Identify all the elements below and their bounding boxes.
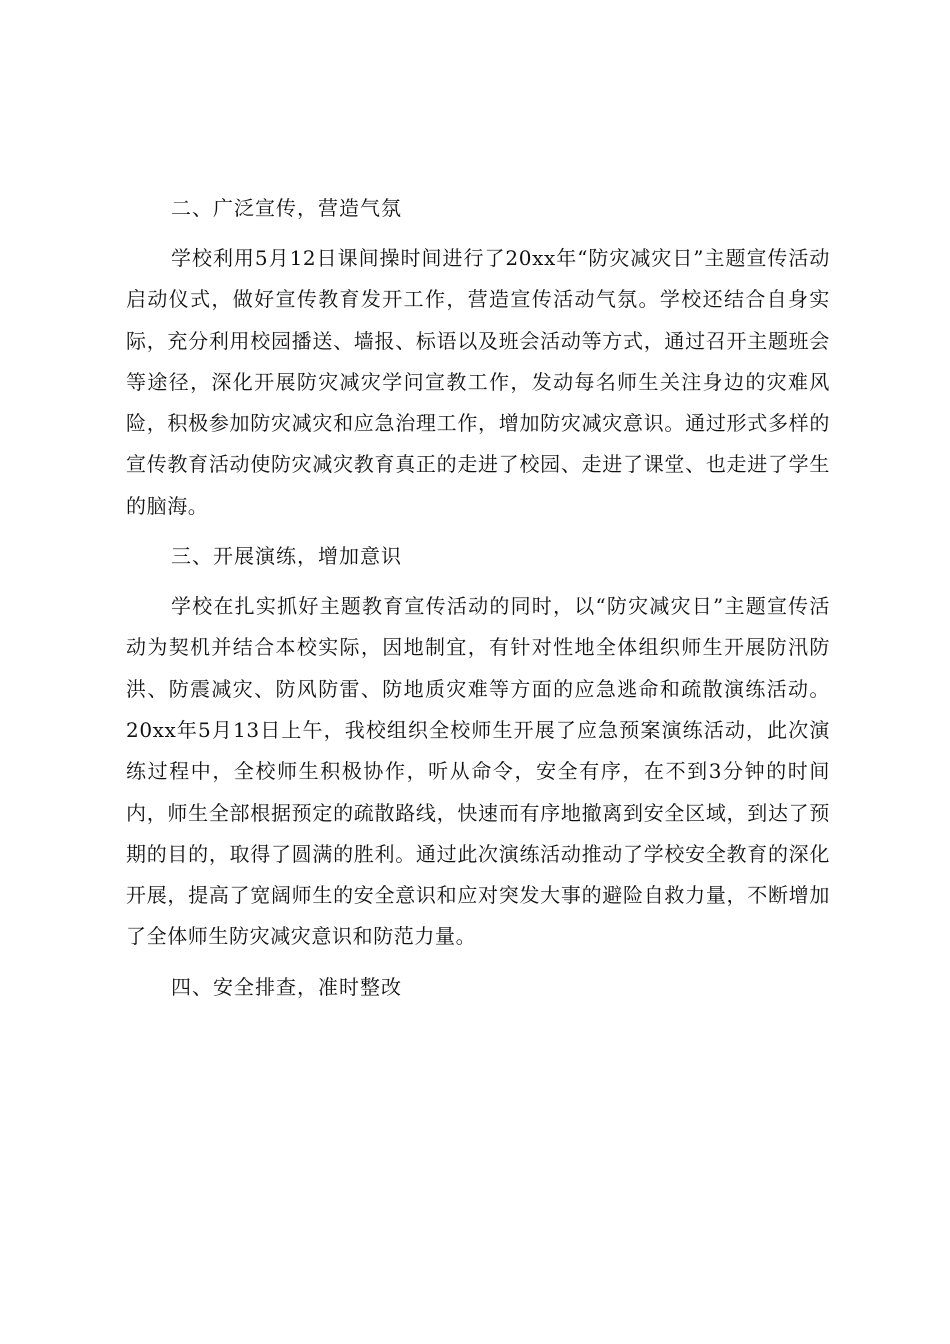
section-paragraph-3: 学校在扎实抓好主题教育宣传活动的同时，以“防灾减灾日”主题宣传活动为契机并结合本校实际，因地制宜，有针对性地全体组织师生开展防汛防洪、防震减灾、防风防雷、防地质灾难等方面的应急逃命和疏散演练活动。20xx年5月13日上午，我校组织全校师生开展了应急预案演练活动，此次演练过程中，全校师生积极协作，听从命令，安全有序，在不到3分钟的时间内，师生全部根据预定的疏散路线，快速而有序地撤离到安全区域，到达了预期的目的，取得了圆满的胜利。通过此次演练活动推动了学校安全教育的深化开展，提高了宽阔师生的安全意识和应对突发大事的避险自救力量，不断增加了全体师生防灾减灾意识和防范力量。 — [126, 594, 830, 949]
section-paragraph-2: 学校利用5月12日课间操时间进行了20xx年“防灾减灾日”主题宣传活动启动仪式，做好宣传教育发开工作，营造宣传活动气氛。学校还结合自身实际，充分利用校园播送、墙报、标语以及班会活动等方式，通过召开主题班会等途径，深化开展防灾减灾学问宣教工作，发动每名师生关注身边的灾难风险，积极参加防灾减灾和应急治理工作，增加防灾减灾意识。通过形式多样的宣传教育活动使防灾减灾教育真正的走进了校园、走进了课堂、也走进了学生的脑海。 — [126, 246, 830, 518]
section-heading-2: 二、广泛宣传，营造气氛 — [171, 196, 402, 220]
section-heading-4: 四、安全排查，准时整改 — [171, 974, 402, 999]
document-body — [126, 188, 830, 1017]
section-heading-3: 三、开展演练，增加意识 — [171, 544, 402, 569]
